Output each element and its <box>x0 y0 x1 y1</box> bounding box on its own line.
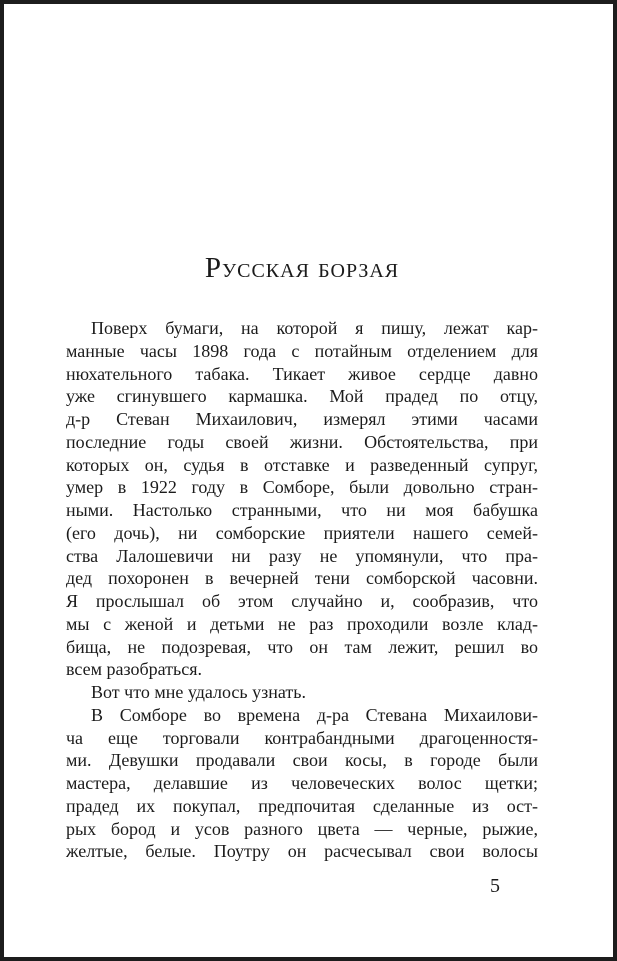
text-line: дед похоронен в вечерней тени сомборской часовни. <box>66 568 538 589</box>
text-line: ми. Девушки продавали свои косы, в городе были <box>66 750 538 771</box>
text-line: последние годы своей жизни. Обстоятельства, при <box>66 431 538 452</box>
text-line: (его дочь), ни сомборские приятели нашего семей- <box>66 522 538 543</box>
text-line: Я прослышал об этом случайно и, сообразив, что <box>66 591 538 611</box>
text-line: нюхательного табака. Тикает живое сердце давно <box>66 363 538 384</box>
text-line: Поверх бумаги, на которой я пишу, лежат кар- <box>91 318 538 338</box>
text-line: В Сомборе во времена д-ра Стевана Михаилови- <box>91 704 538 725</box>
text-line: ча еще торговали контрабандными драгоценностя- <box>66 727 538 748</box>
text-line: мы с женой и детьми не раз проходили возле клад- <box>66 613 538 634</box>
text-line: ными. Настолько странными, что ни моя бабушка <box>66 500 538 520</box>
text-line: желтые, белые. Поутру он расчесывал свои волосы <box>66 841 538 862</box>
text-line: уже сгинувшего кармашка. Мой прадед по отцу, <box>66 386 538 407</box>
text-line: мастера, делавшие из человеческих волос щетки; <box>66 773 538 793</box>
text-line: Вот что мне удалось узнать. <box>91 682 306 702</box>
chapter-title: Русская борзая <box>204 252 400 284</box>
text-line: рых бород и усов разного цвета — черные, рыжие, <box>66 818 538 839</box>
text-line: бища, не подозревая, что он там лежит, решил во <box>66 636 538 657</box>
text-line: умер в 1922 году в Сомборе, были довольно стран- <box>66 477 538 498</box>
text-line: которых он, судья в отставке и разведенный супруг, <box>66 454 538 475</box>
text-line: прадед их покупал, предпочитая сделанные из ост- <box>66 795 538 816</box>
text-line: д-р Стеван Михаилович, измерял этими часами <box>66 409 538 429</box>
page-number: 5 <box>490 875 500 897</box>
text-block <box>66 317 538 863</box>
text-line: ства Лалошевичи ни разу не упомянули, что пра- <box>66 545 538 566</box>
text-line: манные часы 1898 года с потайным отделением для <box>66 340 538 361</box>
text-line: всем разобраться. <box>66 659 203 680</box>
